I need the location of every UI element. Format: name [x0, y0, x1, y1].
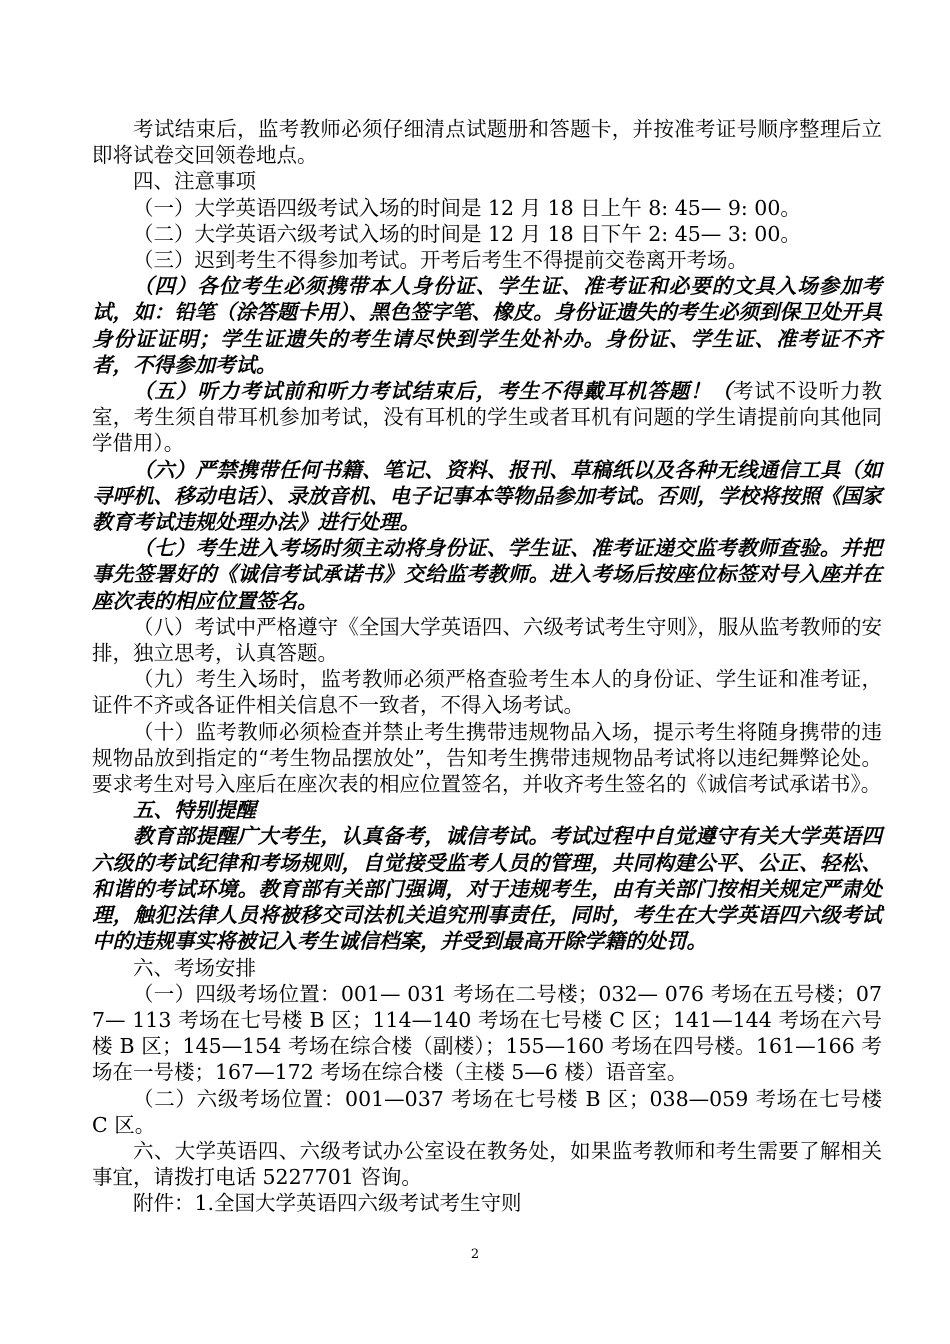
note-item-5 [92, 378, 882, 457]
note-item-8: （八）考试中严格遵守《全国大学英语四、六级考试考生守则》，服从监考教师的安排，独立思考，认真答题。 [92, 614, 882, 666]
note-item-5-bold: （五）听力考试前和听力考试结束后，考生不得戴耳机答题！（ [133, 379, 733, 404]
note-item-3: （三）迟到考生不得参加考试。开考后考生不得提前交卷离开考场。 [133, 248, 748, 273]
heading-notes: 四、注意事项 [133, 169, 256, 194]
note-item-7: （七）考生进入考场时须主动将身份证、学生证、准考证递交监考教师查验。并把事先签署好的《诚信考试承诺书》交给监考教师。进入考场后按座位标签对号入座并在座次表的相应位置签名。 [92, 536, 882, 613]
heading-special-reminder: 五、特别提醒 [133, 798, 256, 823]
paragraph-office: 六、大学英语四、六级考试办公室设在教务处，如果监考教师和考生需要了解相关事宜，请拨打电话 5227701 咨询。 [92, 1138, 882, 1190]
heading-exam-arrangement: 六、考场安排 [133, 955, 256, 980]
note-item-10: （十）监考教师必须检查并禁止考生携带违规物品入场，提示考生将随身携带的违规物品放到指定的“考生物品摆放处”，告知考生携带违规物品考试将以违纪舞弊论处。要求考生对号入座后在座次表的相应位置签名，并收齐考生签名的《诚信考试承诺书》。 [92, 719, 882, 797]
arrangement-cet4: （一）四级考场位置：001— 031 考场在二号楼；032— 076 考场在五号楼；077— 113 考场在七号楼 B 区；114—140 考场在七号楼 C 区；141—144 考场在六号楼 B 区；145—154 考场在综合楼（副楼）；155—160 考场在四号楼。161—166 考场在一号楼；167—172 考场在综合楼（主楼 5—6 楼）语音室。 [92, 981, 882, 1085]
attachment-line: 附件：1.全国大学英语四六级考试考生守则 [133, 1191, 522, 1216]
arrangement-cet6: （二）六级考场位置：001—037 考场在七号楼 B 区；038—059 考场在七号楼 C 区。 [92, 1086, 882, 1137]
page-number: 2 [470, 1247, 480, 1262]
paragraph-collect-papers: 考试结束后，监考教师必须仔细清点试题册和答题卡，并按准考证号顺序整理后立即将试卷交回领卷地点。 [92, 117, 882, 168]
note-item-9: （九）考生入场时，监考教师必须严格查验考生本人的身份证、学生证和准考证，证件不齐或各证件相关信息不一致者，不得入场考试。 [92, 667, 882, 718]
note-item-6: （六）严禁携带任何书籍、笔记、资料、报刊、草稿纸以及各种无线通信工具（如寻呼机、移动电话）、录放音机、电子记事本等物品参加考试。否则，学校将按照《国家教育考试违规处理办法》进行处理。 [92, 457, 882, 535]
note-item-1: （一）大学英语四级考试入场的时间是 12 月 18 日上午 8: 45— 9: 00。 [133, 195, 801, 220]
document-body [92, 116, 882, 1217]
note-item-5-normal: 考试不设听力教室，考生须自带耳机参加考试，没有耳机的学生或者耳机有问题的学生请提前向其他同学借用）。 [92, 379, 883, 456]
note-item-2: （二）大学英语六级考试入场的时间是 12 月 18 日下午 2: 45— 3: 00。 [133, 221, 801, 246]
paragraph-special-reminder: 教育部提醒广大考生，认真备考，诚信考试。考试过程中自觉遵守有关大学英语四六级的考试纪律和考场规则，自觉接受监考人员的管理，共同构建公平、公正、轻松、和谐的考试环境。教育部有关部门强调，对于违规考生，由有关部门按相关规定严肃处理，触犯法律人员将被移交司法机关追究刑事责任，同时，考生在大学英语四六级考试中的违规事实将被记入考生诚信档案，并受到最高开除学籍的处罚。 [92, 824, 882, 954]
note-item-4: （四）各位考生必须携带本人身份证、学生证、准考证和必要的文具入场参加考试，如：铅笔（涂答题卡用）、黑色签字笔、橡皮。身份证遗失的考生必须到保卫处开具身份证证明；学生证遗失的考生请尽快到学生处补办。身份证、学生证、准考证不齐者，不得参加考试。 [92, 274, 882, 377]
